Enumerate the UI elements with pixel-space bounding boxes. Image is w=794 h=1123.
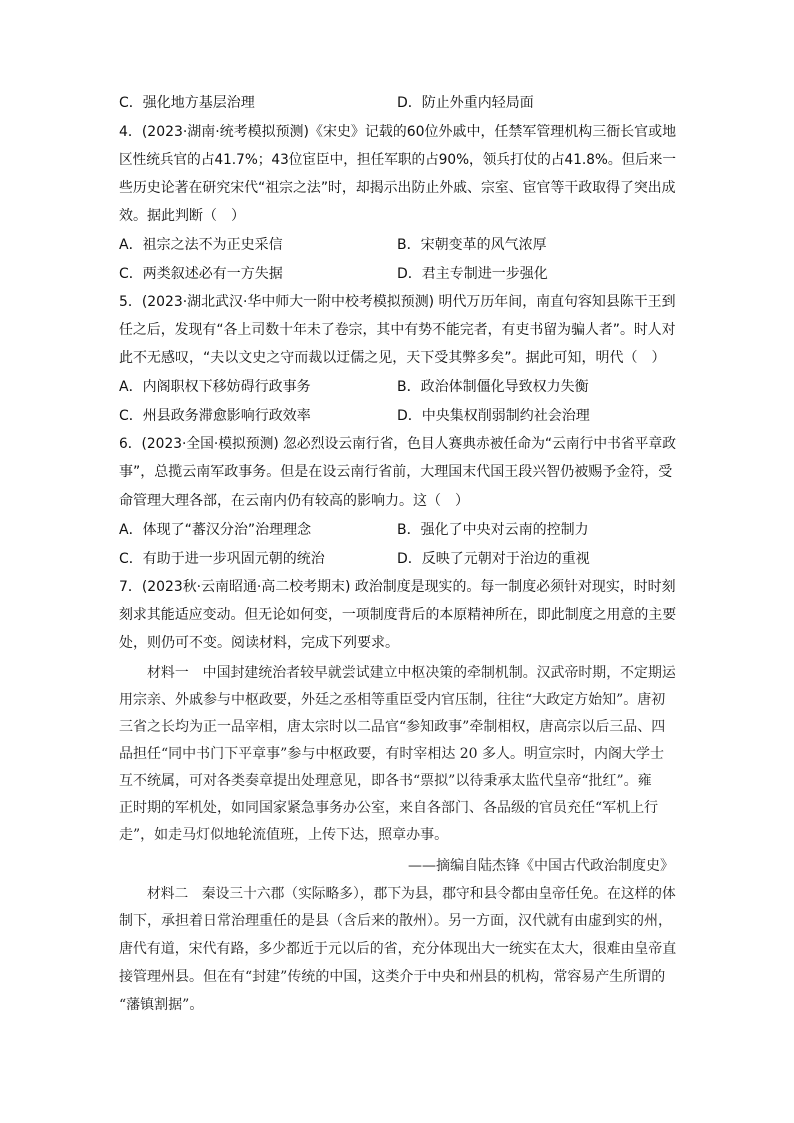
q4-option-d[interactable]: D．君主专制进一步强化 (397, 266, 548, 282)
material1-line-3: 三省之长均为正一品宰相，唐太宗时以二品官“参知政事”牵制相权，唐高宗以后三品、四 (119, 719, 666, 735)
q7-stem-line-3: 处，则仍可不变。阅读材料，完成下列要求。 (119, 635, 399, 651)
q4-option-a[interactable]: A．祖宗之法不为正史采信 (119, 237, 283, 253)
q4-stem-line-2: 区性统兵官的占41.7%；43位宦臣中，担任军职的占90%，领兵打仗的占41.8%。但后来一 (119, 152, 677, 168)
q4-stem-line-3: 些历史论著在研究宋代“祖宗之法”时，却揭示出防止外戚、宗室、宦官等干政取得了突出成 (119, 180, 676, 196)
q3-option-c[interactable]: C．强化地方基层治理 (119, 95, 255, 111)
q5-option-d[interactable]: D．中央集权削弱制约社会治理 (397, 408, 590, 424)
q5-stem-line-2: 任之后，发现有“各上司数十年未了卷宗，其中有势不能完者，有吏书留为骗人者”。时人对 (119, 322, 676, 338)
q6-option-c[interactable]: C．有助于进一步巩固元朝的统治 (119, 551, 325, 567)
material2-line-2: 制下，承担着日常治理重任的是县（含后来的散州）。另一方面，汉代就有由虚到实的州， (119, 913, 672, 929)
material2-line-5: “藩镇割据”。 (119, 997, 204, 1013)
q6-option-b[interactable]: B．强化了中央对云南的控制力 (397, 522, 589, 538)
q4-stem-line-1: 4．(2023·湖南·统考模拟预测)《宋史》记载的60位外戚中，任禁军管理机构三衙长官或地 (119, 124, 677, 140)
material1-line-6: 正时期的军机处，如同国家紧急事务办公室，来自各部门、各品级的官员充任“军机上行 (119, 800, 659, 816)
material1-line-2: 用宗亲、外戚参与中枢政要，外廷之丞相等重臣受内官压制，往往“大政定方始知”。唐初 (119, 692, 666, 708)
q7-stem-line-2: 刻求其能适应变动。但无论如何变，一项制度背后的本原精神所在，即此制度之用意的主要 (119, 607, 677, 623)
material2-line-4: 接管理州县。但在有“封建”传统的中国，这类介于中央和州县的机构，常容易产生所谓的 (119, 969, 666, 985)
q5-option-c[interactable]: C．州县政务滞愈影响行政效率 (119, 408, 311, 424)
material1-line-4: 品担任“同中书门下平章事”参与中枢政要，有时宰相达 20 多人。明宣宗时，内阁大学士 (119, 746, 665, 762)
q3-option-d[interactable]: D．防止外重内轻局面 (397, 95, 534, 111)
material2-line-1: 材料二 秦设三十六郡（实际略多），郡下为县，郡守和县令都由皇帝任免。在这样的体 (147, 886, 676, 902)
q6-option-a[interactable]: A．体现了“蕃汉分治”治理理念 (119, 522, 312, 538)
q4-option-b[interactable]: B．宋朝变革的风气浓厚 (397, 237, 547, 253)
q6-option-d[interactable]: D．反映了元朝对于治边的重视 (397, 551, 590, 567)
q5-option-b[interactable]: B．政治体制僵化导致权力失衡 (397, 379, 589, 395)
q4-stem-line-4: 效。据此判断（ ） (119, 208, 245, 224)
q7-stem-line-1: 7．(2023秋·云南昭通·高二校考期末) 政治制度是现实的。每一制度必须针对现实，时时刻 (119, 579, 676, 595)
material2-line-3: 唐代有道，宋代有路，多少都近于元以后的省，充分体现出大一统实在太大，很难由皇帝直 (119, 941, 677, 957)
material1-line-7: 走”，如走马灯似地轮流值班，上传下达，照章办事。 (119, 827, 449, 843)
q5-stem-line-3: 此不无感叹，“夫以文史之守而裁以迂儒之见，天下受其弊多矣”。据此可知，明代（ ） (119, 350, 666, 366)
material1-line-1: 材料一 中国封建统治者较早就尝试建立中枢决策的牵制机制。汉武帝时期，不定期运 (147, 665, 676, 681)
material1-source: ——摘编自陆杰锋《中国古代政治制度史》 (408, 858, 674, 874)
q5-option-a[interactable]: A．内阁职权下移妨碍行政事务 (119, 379, 311, 395)
q6-stem-line-2: 事”，总揽云南军政事务。但是在设云南行省前，大理国末代国王段兴智仍被赐予金符，受 (119, 464, 673, 480)
q6-stem-line-1: 6．(2023·全国·模拟预测) 忽必烈设云南行省，色目人赛典赤被任命为“云南行中书省平章政 (119, 436, 677, 452)
q6-stem-line-3: 命管理大理各部，在云南内仍有较高的影响力。这（ ） (119, 493, 469, 509)
q4-option-c[interactable]: C．两类叙述必有一方失据 (119, 266, 283, 282)
material1-line-5: 互不统属，可对各类奏章提出处理意见，即各书“票拟”以待秉承太监代皇帝“批红”。雍 (119, 773, 652, 789)
q5-stem-line-1: 5．(2023·湖北武汉·华中师大一附中校考模拟预测) 明代万历年间，南直句容知县陈干王到 (119, 294, 676, 310)
